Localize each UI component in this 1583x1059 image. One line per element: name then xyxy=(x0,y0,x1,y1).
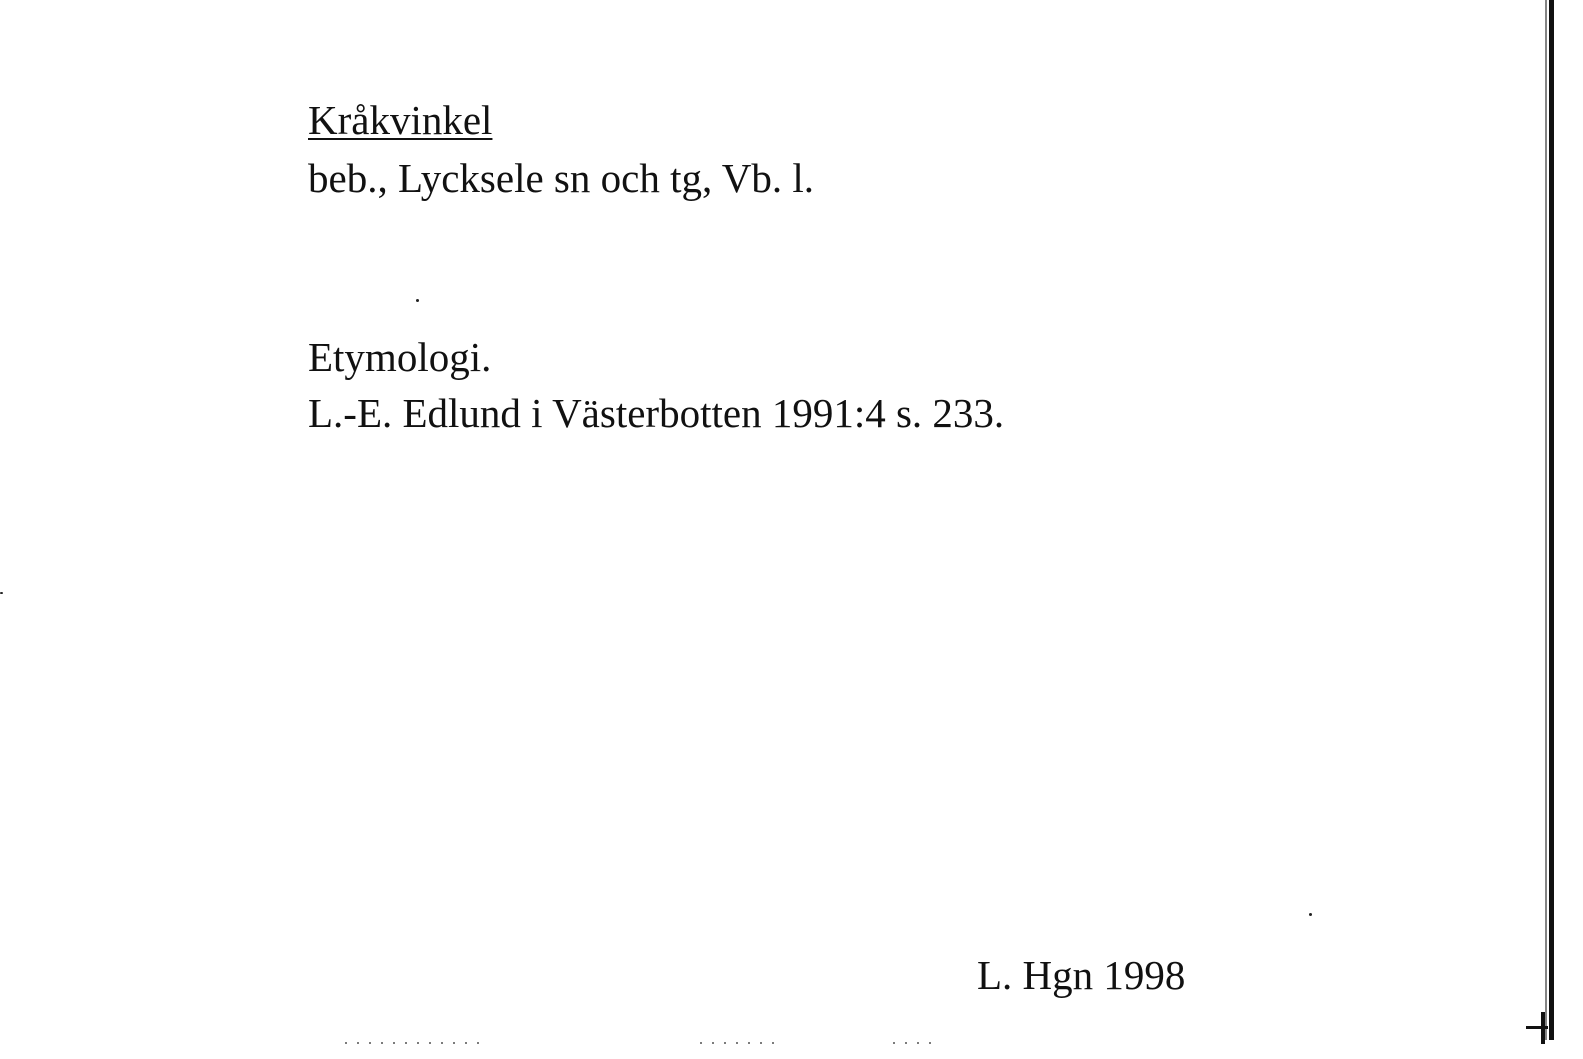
scan-artifact-dots xyxy=(893,1042,933,1044)
corner-mark-vertical xyxy=(1541,1012,1545,1044)
scan-speck xyxy=(1309,913,1312,916)
etymology-heading: Etymologi. xyxy=(308,334,492,380)
card-edge-shadow xyxy=(1545,0,1547,1040)
card-edge xyxy=(1549,0,1554,1040)
scan-speck xyxy=(0,592,3,594)
place-name-heading: Kråkvinkel xyxy=(308,97,493,143)
scan-speck xyxy=(416,299,419,302)
scan-artifact-dots xyxy=(345,1042,485,1044)
literature-reference: L.-E. Edlund i Västerbotten 1991:4 s. 233. xyxy=(308,390,1005,436)
author-signature: L. Hgn 1998 xyxy=(977,952,1186,998)
scan-artifact-dots xyxy=(700,1042,780,1044)
place-description: beb., Lycksele sn och tg, Vb. l. xyxy=(308,155,814,201)
